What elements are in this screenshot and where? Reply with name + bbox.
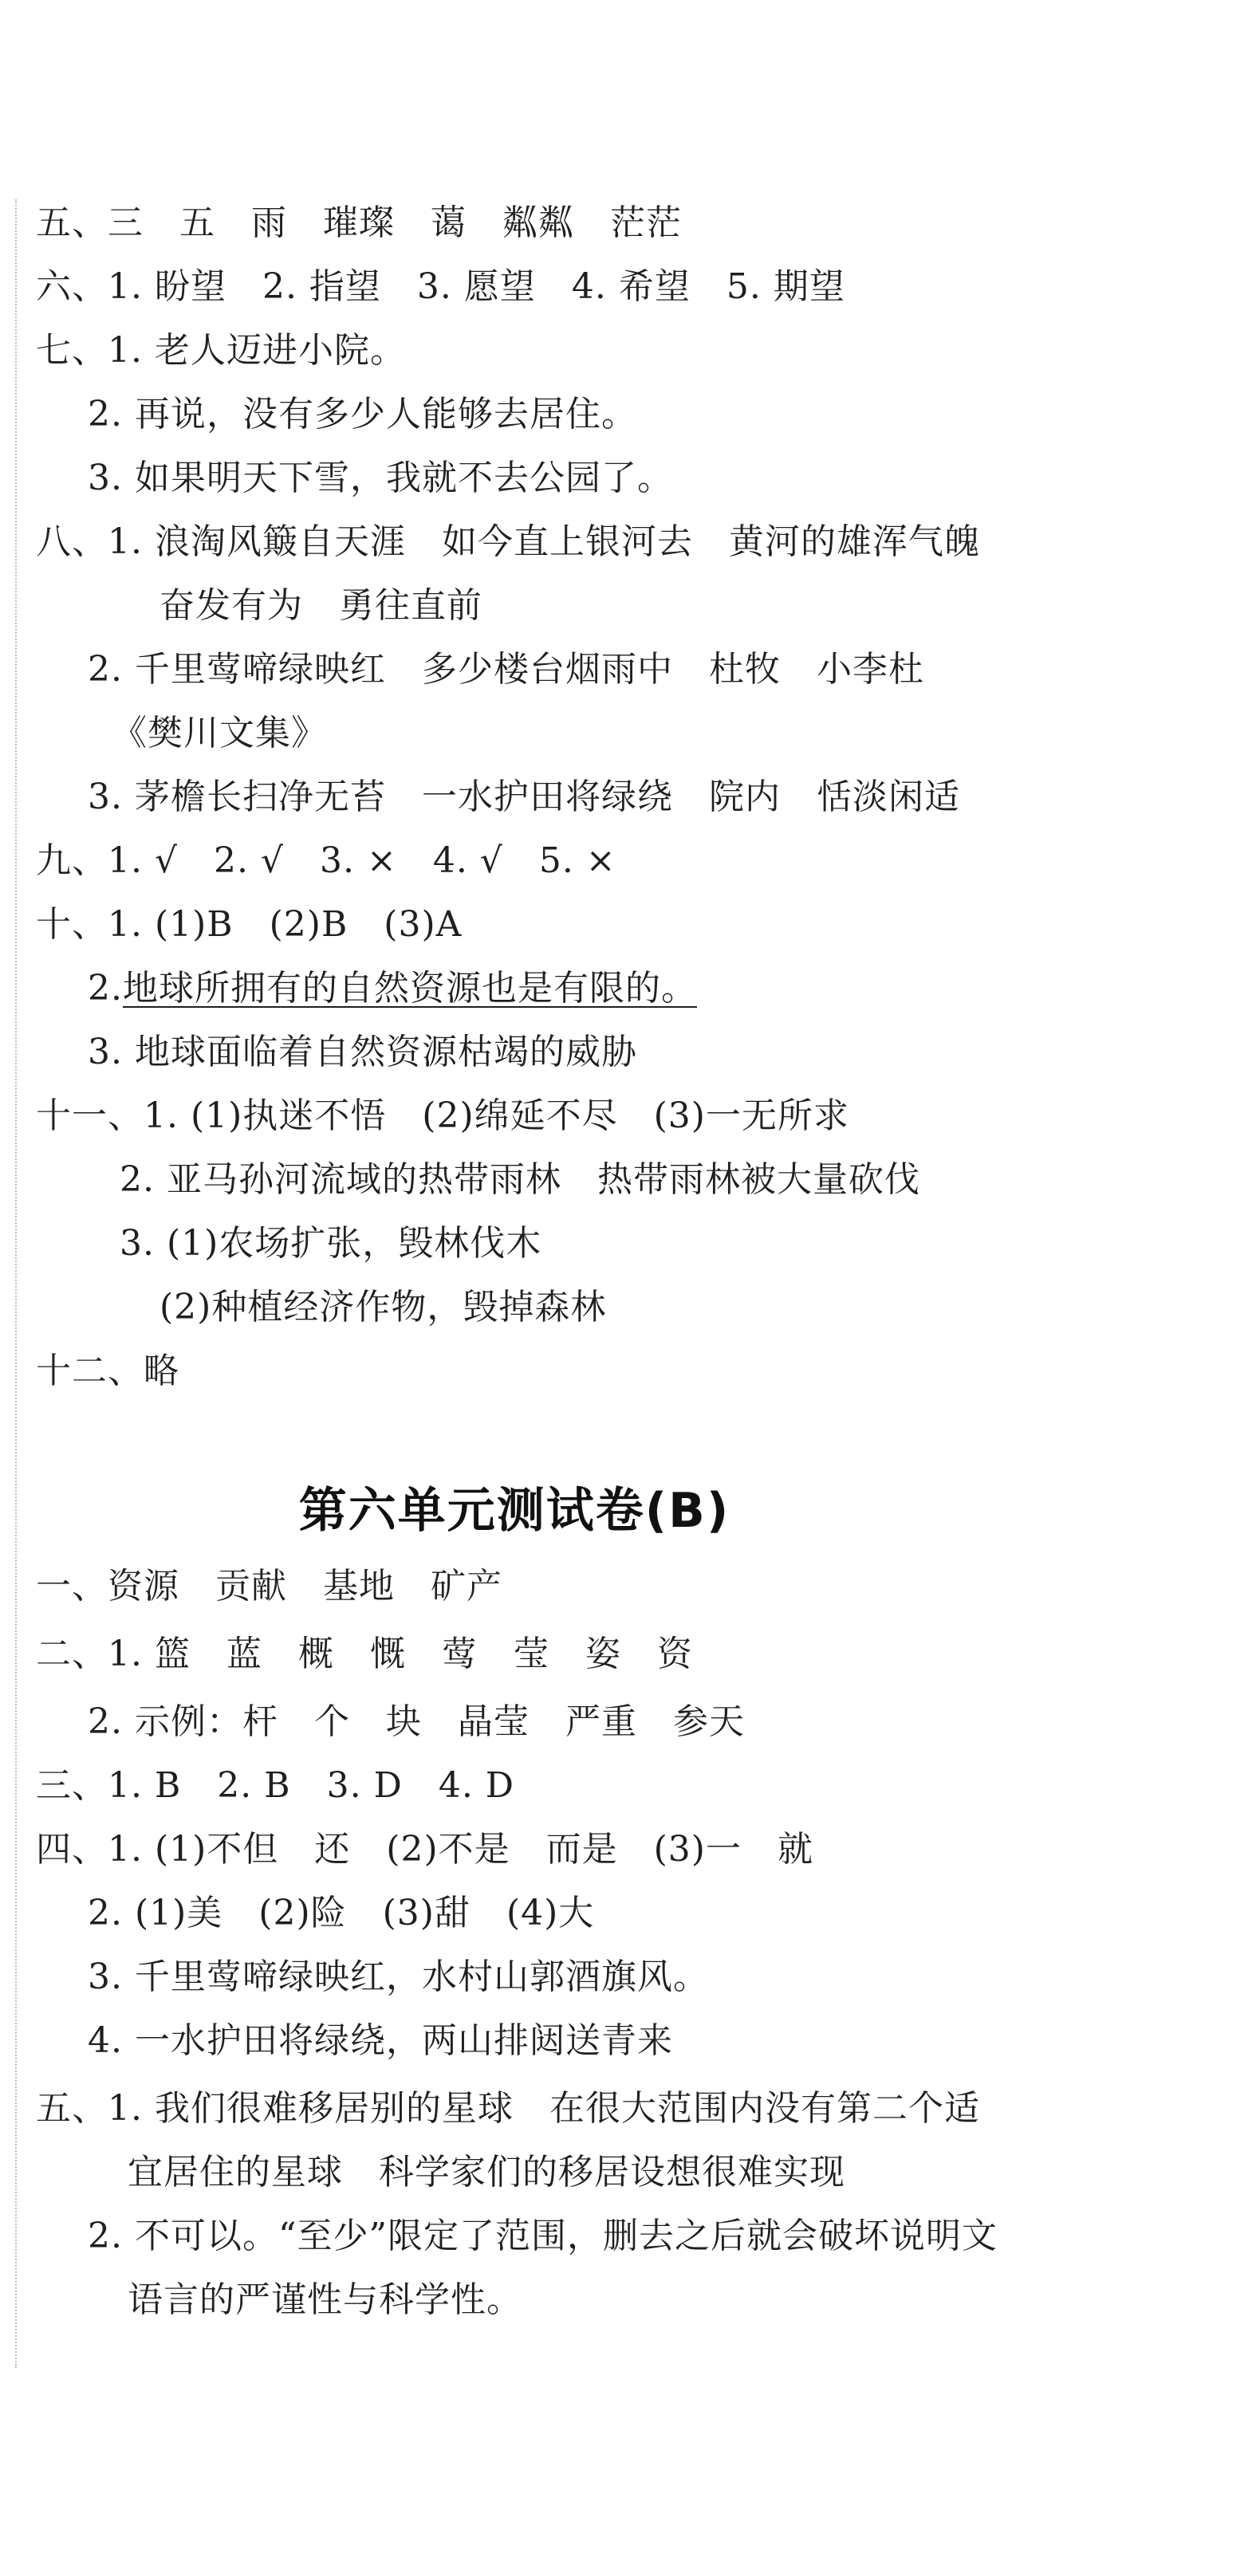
answer-line-7-2: 2. 再说，没有多少人能够去居住。: [88, 394, 637, 435]
test-answer-line-4-1: 四、1. (1)不但 还 (2)不是 而是 (3)一 就: [36, 1829, 813, 1870]
answer-line-6: 六、1. 盼望 2. 指望 3. 愿望 4. 希望 5. 期望: [36, 266, 845, 307]
answer-line-8-3: 3. 茅檐长扫净无苔 一水护田将绿绕 院内 恬淡闲适: [88, 777, 960, 817]
margin-dotted-rule: [15, 199, 17, 2368]
answer-line-12: 十二、略: [36, 1351, 179, 1391]
section-title: 第六单元测试卷(B): [298, 1483, 730, 1539]
answer-line-10-2: [88, 965, 697, 1013]
test-answer-line-5-2: 2. 不可以。“至少”限定了范围，删去之后就会破坏说明文: [88, 2216, 998, 2256]
answer-line-11-1: 十一、1. (1)执迷不悟 (2)绵延不尽 (3)一无所求: [36, 1095, 849, 1136]
answer-line-11-3-2: (2)种植经济作物，毁掉森林: [159, 1287, 607, 1327]
answer-line-5: 五、三 五 雨 璀璨 蔼 粼粼 茫茫: [36, 203, 682, 243]
item-number: 2.: [88, 968, 123, 1009]
answer-line-8-2: 2. 千里莺啼绿映红 多少楼台烟雨中 杜牧 小李杜: [88, 649, 924, 690]
test-answer-line-5-2-cont: 语言的严谨性与科学性。: [128, 2279, 522, 2320]
test-answer-line-4-4: 4. 一水护田将绿绕，两山排闼送青来: [88, 2020, 673, 2061]
answer-line-8-1-cont: 奋发有为 勇往直前: [159, 585, 482, 626]
test-answer-line-5-1-cont: 宜居住的星球 科学家们的移居设想很难实现: [128, 2152, 845, 2193]
answer-line-7-1: 七、1. 老人迈进小院。: [36, 330, 406, 371]
test-answer-line-4-3: 3. 千里莺啼绿映红，水村山郭酒旗风。: [88, 1957, 709, 1997]
test-answer-line-2-1: 二、1. 篮 蓝 概 慨 莺 莹 姿 资: [36, 1634, 693, 1674]
answer-line-9: 九、1. √ 2. √ 3. × 4. √ 5. ×: [36, 840, 616, 881]
test-answer-line-4-2: 2. (1)美 (2)险 (3)甜 (4)大: [88, 1893, 595, 1933]
answer-line-11-2: 2. 亚马孙河流域的热带雨林 热带雨林被大量砍伐: [120, 1159, 920, 1200]
answer-line-10-3: 3. 地球面临着自然资源枯竭的威胁: [88, 1032, 637, 1072]
test-answer-line-3: 三、1. B 2. B 3. D 4. D: [36, 1765, 515, 1806]
answer-line-11-3: 3. (1)农场扩张，毁林伐木: [120, 1223, 542, 1264]
answer-line-10-1: 十、1. (1)B (2)B (3)A: [36, 904, 463, 945]
answer-line-8-2-cont: 《樊川文集》: [112, 713, 327, 753]
underlined-answer: 地球所拥有的自然资源也是有限的。: [122, 968, 697, 1009]
answer-line-7-3: 3. 如果明天下雪，我就不去公园了。: [88, 458, 673, 498]
test-answer-line-2-2: 2. 示例：杆 个 块 晶莹 严重 参天: [88, 1701, 745, 1742]
answer-line-8-1: 八、1. 浪淘风簸自天涯 如今直上银河去 黄河的雄浑气魄: [36, 521, 980, 562]
test-answer-line-1: 一、资源 贡献 基地 矿产: [36, 1566, 502, 1607]
test-answer-line-5-1: 五、1. 我们很难移居别的星球 在很大范围内没有第二个适: [36, 2088, 980, 2129]
